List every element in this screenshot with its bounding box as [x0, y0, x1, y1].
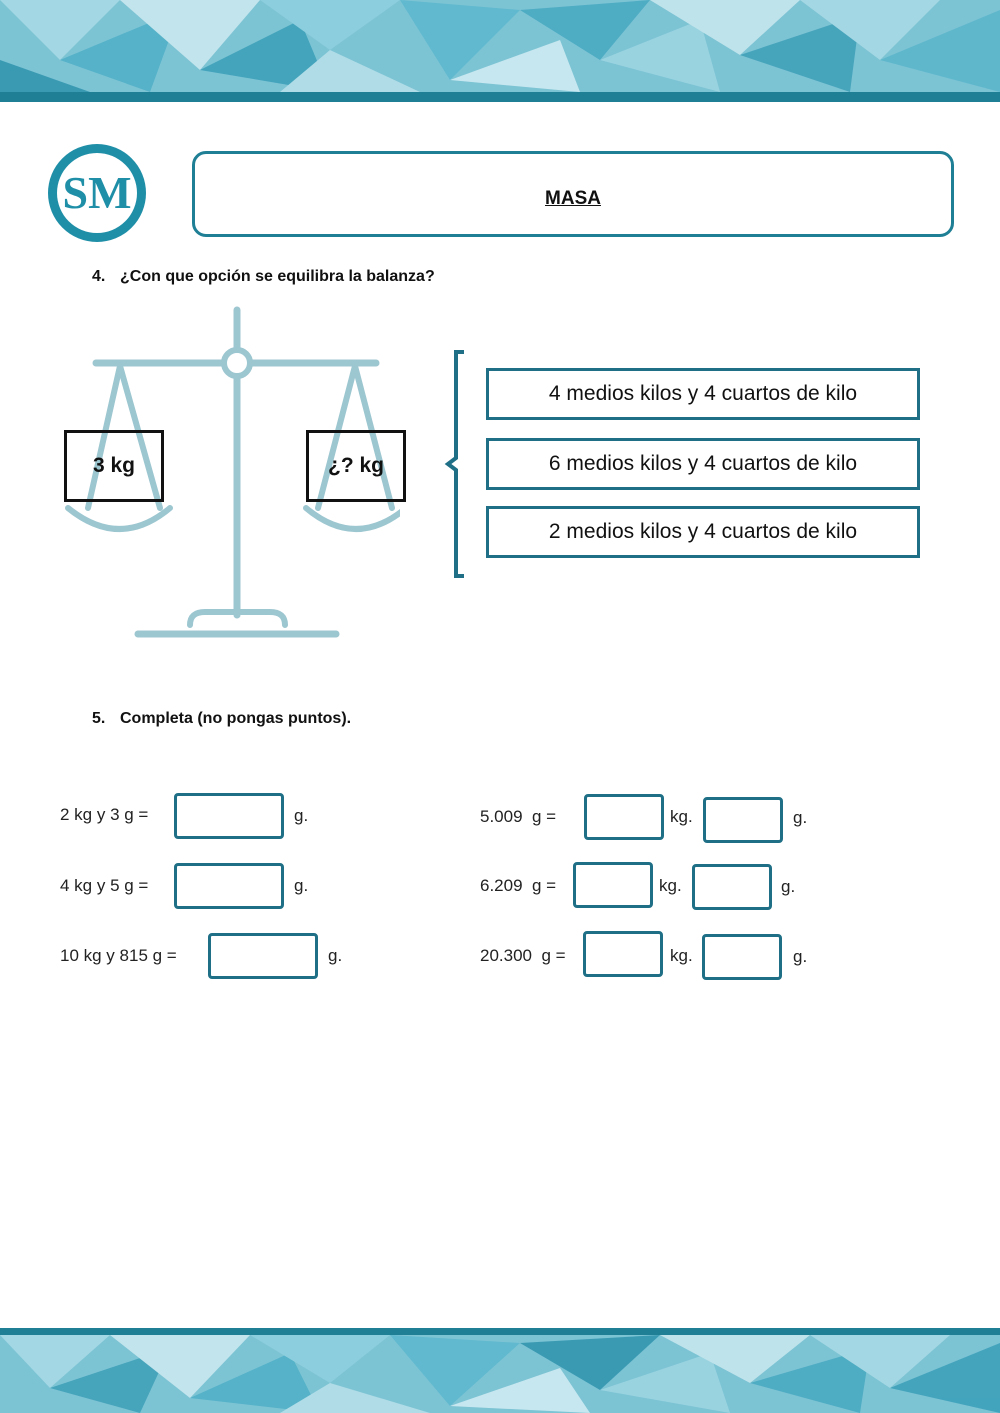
question-4-text: ¿Con que opción se equilibra la balanza?	[120, 268, 435, 285]
option-2[interactable]: 6 medios kilos y 4 cuartos de kilo	[486, 438, 920, 490]
answer-left-3[interactable]	[208, 933, 318, 979]
answer-right-1-g[interactable]	[703, 797, 783, 843]
page-title: MASA	[545, 188, 601, 209]
answer-right-2-kg[interactable]	[573, 862, 653, 908]
answer-right-3-g[interactable]	[702, 934, 782, 980]
header-banner	[0, 0, 1000, 102]
right-weight: ¿? kg	[306, 430, 406, 502]
left-weight: 3 kg	[64, 430, 164, 502]
options-brace	[440, 348, 470, 580]
left-unit-1: g.	[294, 806, 309, 825]
right-unit2-3: g.	[793, 947, 808, 966]
option-1[interactable]: 4 medios kilos y 4 cuartos de kilo	[486, 368, 920, 420]
right-expr-2: 6.209 g =	[480, 876, 557, 895]
sm-logo	[44, 140, 150, 246]
footer-banner	[0, 1328, 1000, 1413]
right-unit2-2: g.	[781, 877, 796, 896]
question-5	[92, 710, 351, 728]
right-unit1-2: kg.	[659, 876, 682, 895]
question-4-number: 4.	[92, 268, 106, 285]
right-expr-3: 20.300 g =	[480, 946, 566, 965]
answer-right-2-g[interactable]	[692, 864, 772, 910]
left-unit-2: g.	[294, 876, 309, 895]
question-5-number: 5.	[92, 710, 106, 727]
left-unit-3: g.	[328, 946, 343, 965]
left-expr-1: 2 kg y 3 g =	[60, 805, 149, 824]
left-expr-2: 4 kg y 5 g =	[60, 876, 149, 895]
right-unit2-1: g.	[793, 808, 808, 827]
question-5-text: Completa (no pongas puntos).	[120, 710, 352, 727]
left-expr-3: 10 kg y 815 g =	[60, 946, 177, 965]
logo-text: SM	[62, 167, 132, 218]
right-unit1-3: kg.	[670, 946, 693, 965]
title-box	[192, 151, 954, 237]
question-4	[92, 268, 435, 286]
answer-left-2[interactable]	[174, 863, 284, 909]
right-expr-1: 5.009 g =	[480, 807, 557, 826]
answer-right-3-kg[interactable]	[583, 931, 663, 977]
option-3[interactable]: 2 medios kilos y 4 cuartos de kilo	[486, 506, 920, 558]
right-unit1-1: kg.	[670, 807, 693, 826]
answer-right-1-kg[interactable]	[584, 794, 664, 840]
answer-left-1[interactable]	[174, 793, 284, 839]
